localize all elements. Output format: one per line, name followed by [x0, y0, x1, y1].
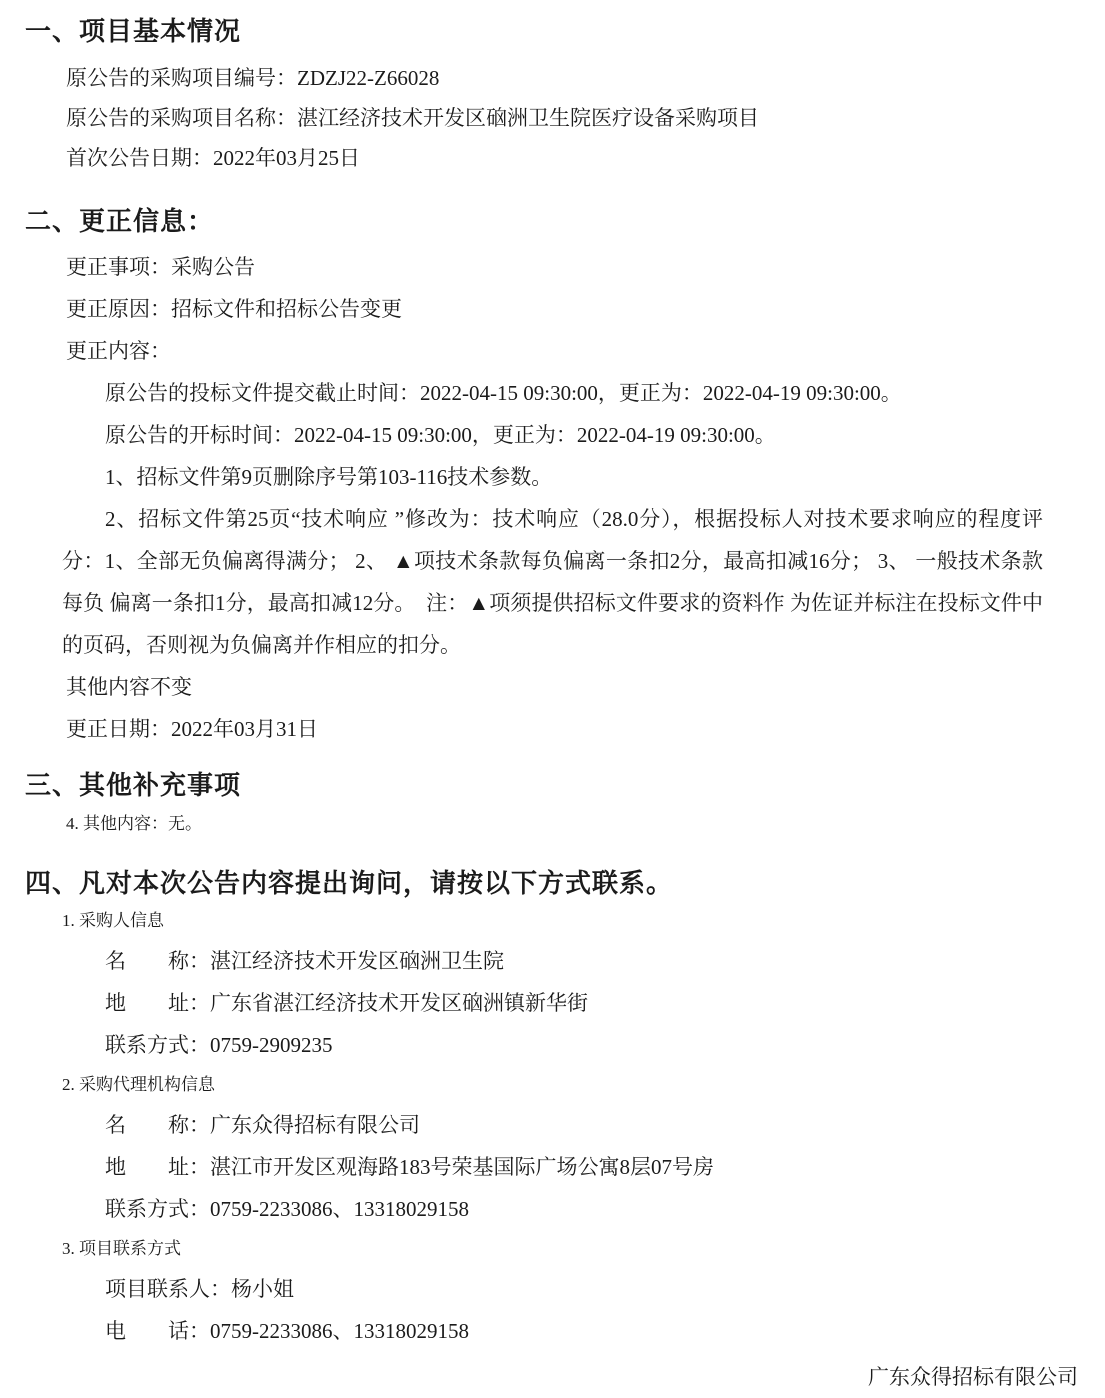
correction-item: 更正事项：采购公告 [66, 255, 255, 279]
original-project-number: 原公告的采购项目编号：ZDZJ22-Z66028 [66, 66, 440, 90]
agency-contact: 联系方式：0759-2233086、13318029158 [105, 1197, 469, 1221]
section4-heading: 四、凡对本次公告内容提出询问，请按以下方式联系。 [25, 869, 674, 898]
bid-opening-change: 原公告的开标时间：2022-04-15 09:30:00，更正为：2022-04-19 09:30:00。 [105, 423, 776, 447]
correction-reason: 更正原因：招标文件和招标公告变更 [66, 297, 402, 321]
section2-heading: 二、更正信息： [25, 207, 215, 236]
other-content-unchanged: 其他内容不变 [66, 675, 192, 699]
purchaser-title: 1. 采购人信息 [62, 911, 164, 930]
original-project-name: 原公告的采购项目名称：湛江经济技术开发区硇洲卫生院医疗设备采购项目 [66, 106, 759, 130]
agency-name: 名 称：广东众得招标有限公司 [105, 1113, 420, 1137]
purchaser-contact: 联系方式：0759-2909235 [105, 1033, 333, 1057]
bid-deadline-change: 原公告的投标文件提交截止时间：2022-04-15 09:30:00，更正为：2022-04-19 09:30:00。 [105, 381, 902, 405]
change-item-1: 1、招标文件第9页删除序号第103-116技术参数。 [105, 465, 553, 489]
agency-address: 地 址：湛江市开发区观海路183号荣基国际广场公寓8层07号房 [105, 1155, 714, 1179]
correction-date: 更正日期：2022年03月31日 [66, 717, 318, 741]
first-announcement-date: 首次公告日期：2022年03月25日 [66, 146, 360, 170]
project-contact-title: 3. 项目联系方式 [62, 1239, 181, 1258]
other-content-note: 4. 其他内容：无。 [66, 814, 202, 833]
agency-signature: 广东众得招标有限公司 [868, 1365, 1078, 1389]
correction-content-label: 更正内容： [66, 339, 171, 363]
agency-title: 2. 采购代理机构信息 [62, 1075, 215, 1094]
project-contact-phone: 电 话：0759-2233086、13318029158 [105, 1319, 469, 1343]
purchaser-address: 地 址：广东省湛江经济技术开发区硇洲镇新华街 [105, 991, 588, 1015]
section3-heading: 三、其他补充事项 [25, 771, 242, 800]
project-contact-person: 项目联系人：杨小姐 [105, 1277, 294, 1301]
change-item-2: 2、招标文件第25页“技术响应 ”修改为：技术响应（28.0分），根据投标人对技术要求响应的程度评分：1、全部无负偏离得满分； 2、 ▲项技术条款每负偏离一条扣2分，最高扣减16分； 3、 一般技术条款每负 偏离一条扣1分，最高扣减12分。 注：▲项须提供招标文件要求的资料作 为佐证并标注在投标文件中的页码，否则视为负偏离并作相应的扣分。 [62, 507, 1043, 657]
section1-heading: 一、项目基本情况 [25, 17, 242, 46]
purchaser-name: 名 称：湛江经济技术开发区硇洲卫生院 [105, 949, 504, 973]
